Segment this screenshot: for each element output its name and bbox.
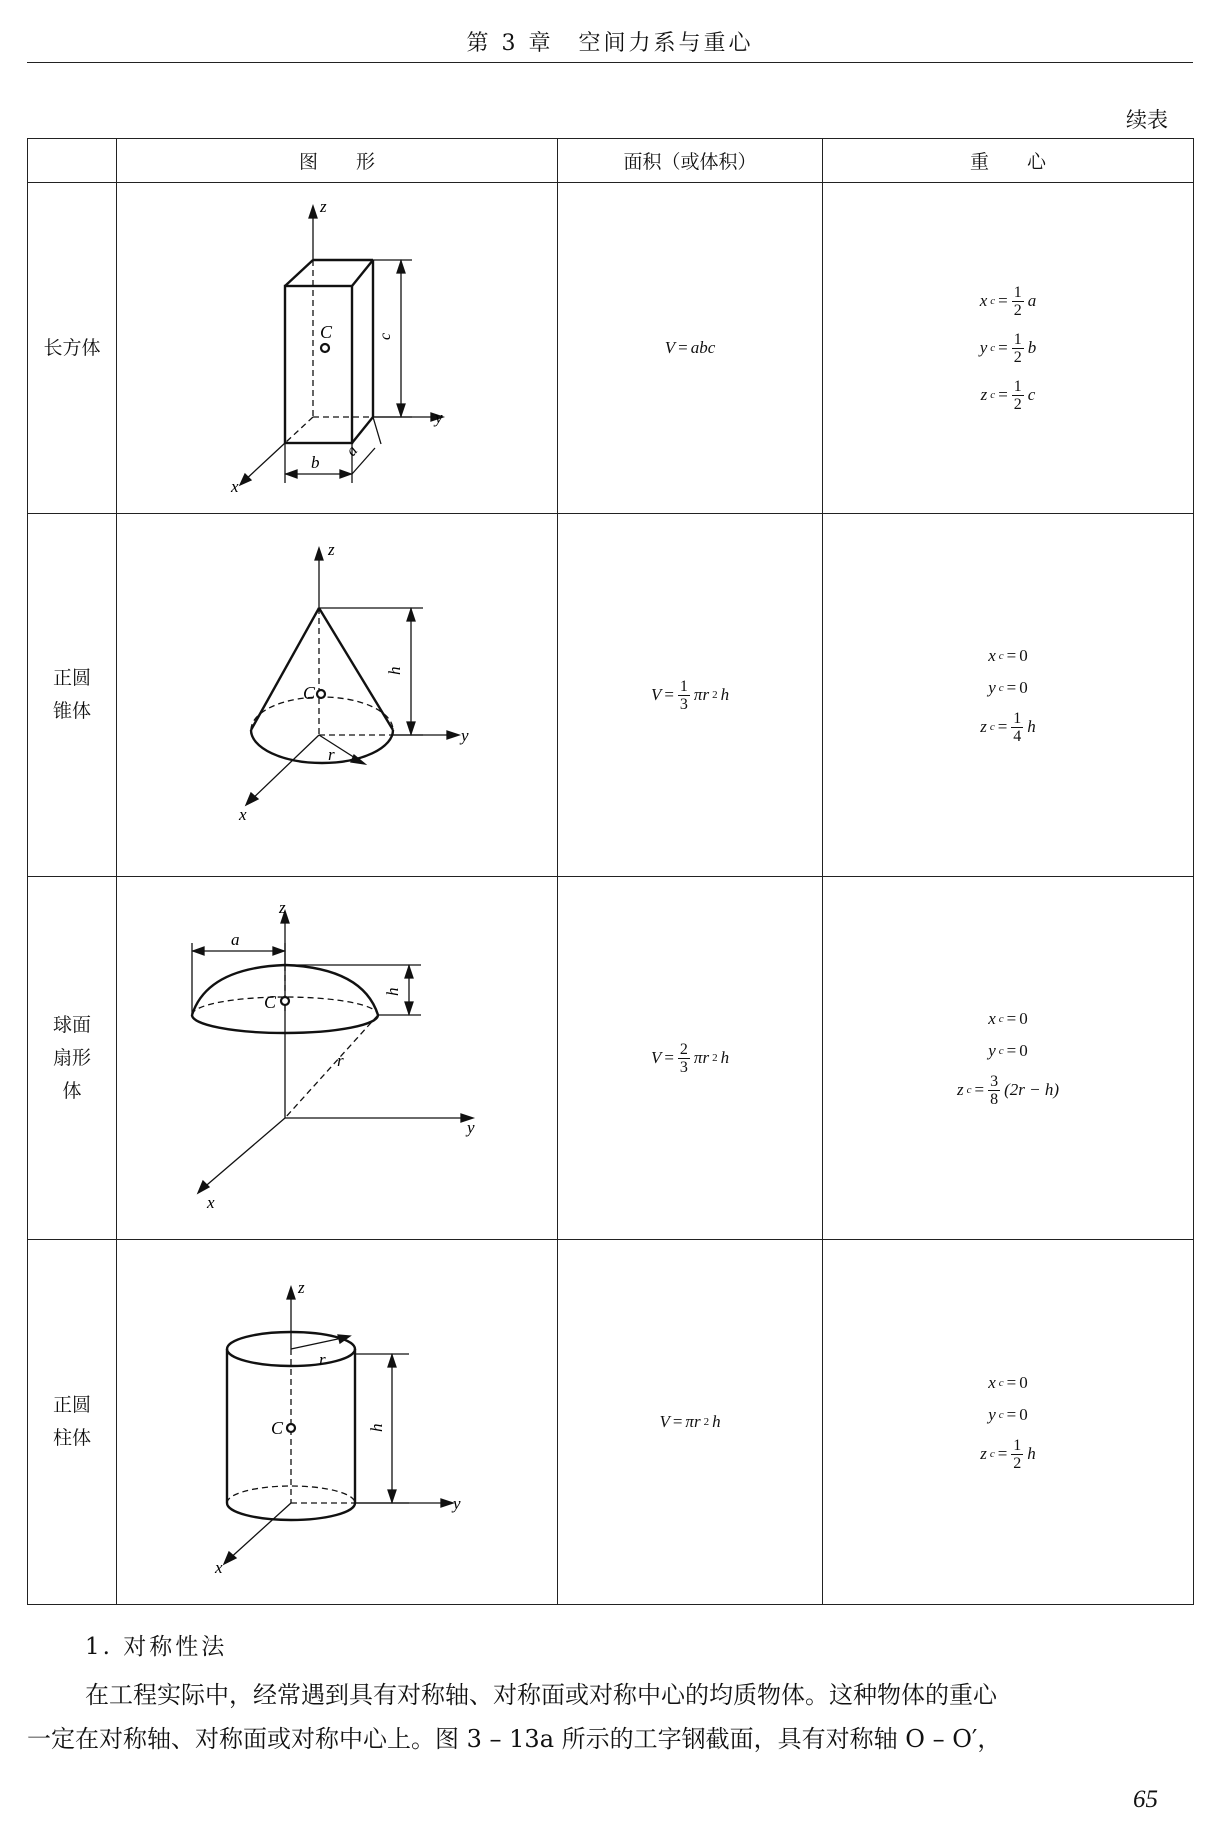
header-centroid: 重 心: [823, 139, 1194, 183]
centroid-cell: x c = 0 y c = 0 z c = $\frac{1}{4}$ h: [823, 514, 1194, 877]
frac-den: 2: [1013, 348, 1022, 366]
volume-lhs: V: [664, 338, 676, 357]
centroid-sub: c: [989, 1448, 995, 1460]
label-h: h: [383, 987, 402, 996]
volume-sup: 2: [712, 1052, 718, 1064]
label-h: h: [385, 666, 404, 675]
centroid-cell: x c = 0 y c = 0 z c = $\frac{3}{8}$ (2r − h): [823, 877, 1194, 1240]
centroid-value: 0: [1019, 1372, 1028, 1392]
label-a: a: [343, 442, 362, 460]
centroid-var: y: [979, 338, 988, 357]
centroid-var: z: [956, 1080, 964, 1099]
volume-cell: V = abc: [558, 183, 823, 514]
label-c-point: C: [320, 322, 333, 342]
frac-den: 2: [1013, 1454, 1022, 1472]
label-z: z: [328, 540, 335, 559]
label-r: r: [328, 745, 335, 764]
centroid-var: x: [988, 645, 996, 665]
centroid-tail: a: [1027, 291, 1037, 310]
frac-num: 1: [679, 677, 688, 695]
section-heading: 1. 对称性法: [85, 1634, 228, 1660]
frac-den: 3: [679, 1058, 688, 1076]
table-row: [28, 877, 1194, 1240]
label-y: y: [467, 1118, 475, 1137]
shape-name-line: 柱体: [52, 1427, 91, 1449]
centroid-var: y: [988, 1040, 996, 1060]
paragraph-line: 在工程实际中，经常遇到具有对称轴、对称面或对称中心的均质物体。这种物体的重心: [85, 1681, 997, 1709]
frac-num: 1: [1013, 1436, 1022, 1454]
shape-name: [28, 1240, 117, 1605]
centroid-var: z: [980, 1444, 987, 1463]
box-figure: [207, 198, 467, 498]
centroid-var: y: [988, 677, 996, 697]
centroid-sub: c: [998, 649, 1004, 662]
centroid-value: 0: [1019, 1040, 1028, 1060]
centroid-sub: c: [998, 1376, 1004, 1389]
frac-num: 1: [1013, 283, 1022, 301]
page-number: 65: [1133, 1786, 1158, 1813]
centroid-cell: x c = 0 y c = 0 z c = $\frac{1}{2}$ h: [823, 1240, 1194, 1605]
table-row: [28, 1240, 1194, 1605]
centroid-value: 0: [1019, 677, 1028, 697]
centroid-value: 0: [1019, 645, 1028, 665]
volume-rhs: abc: [690, 338, 716, 357]
frac-num: 2: [679, 1040, 688, 1058]
frac-den: 2: [1013, 395, 1022, 413]
volume-lhs: V: [659, 1412, 670, 1431]
figure-cell: [117, 877, 558, 1240]
frac-num: 1: [1013, 330, 1022, 348]
centroid-tail: b: [1027, 338, 1037, 357]
frac-num: 3: [990, 1072, 999, 1090]
page-header: 第 3 章 空间力系与重心: [466, 31, 754, 56]
volume-tail: πr: [693, 1048, 710, 1067]
label-a: a: [231, 930, 240, 949]
label-x: x: [215, 1558, 223, 1577]
label-x: x: [207, 1193, 215, 1212]
label-c-point: C: [271, 1418, 284, 1438]
sphere-sector-figure: [167, 893, 507, 1223]
label-b: b: [311, 453, 320, 472]
volume-rhs: πr: [685, 1412, 701, 1431]
centroid-sub: c: [998, 1012, 1004, 1025]
label-y: y: [461, 726, 469, 745]
header-cell-empty: [28, 139, 117, 183]
frac-den: 3: [679, 695, 688, 713]
shape-name-line: 正圆: [52, 667, 91, 689]
volume-tail2: h: [720, 685, 730, 704]
volume-cell: V = πr 2 h: [558, 1240, 823, 1605]
centroid-var: x: [988, 1372, 996, 1392]
figure-cell: [117, 1240, 558, 1605]
centroid-value: 0: [1019, 1404, 1028, 1424]
centroid-sub: c: [989, 721, 995, 733]
centroid-cell: x c = $\frac{1}{2}$ a y c = $\frac{1}{2}$ b z c = $\frac{1}{2}$ c: [823, 183, 1194, 514]
label-h: h: [367, 1423, 386, 1432]
centroid-tail: h: [1027, 1444, 1036, 1463]
centroid-sub: c: [998, 1044, 1004, 1057]
cylinder-figure: [197, 1257, 477, 1587]
volume-lhs: V: [650, 1048, 662, 1067]
frac-num: 1: [1013, 377, 1022, 395]
centroid-var: x: [979, 291, 988, 310]
label-c-point: C: [303, 683, 316, 703]
volume-tail: πr: [693, 685, 710, 704]
centroid-sub: c: [990, 389, 996, 401]
shape-name-line: 体: [62, 1079, 82, 1102]
shape-name-line: 球面: [52, 1013, 91, 1036]
label-y: y: [453, 1494, 461, 1513]
centroid-tail: (2r − h): [1004, 1080, 1060, 1099]
label-x: x: [239, 805, 247, 824]
header-volume: 面积（或体积）: [558, 139, 823, 183]
label-z: z: [279, 898, 286, 917]
paragraph-line: 一定在对称轴、对称面或对称中心上。图 3 – 13a 所示的工字钢截面，具有对称轴 O – O′，: [27, 1725, 1002, 1753]
label-r: r: [337, 1051, 344, 1070]
centroid-var: z: [980, 717, 987, 736]
shape-name-line: 锥体: [52, 700, 91, 722]
table-row: [28, 183, 1194, 514]
header-rule: [27, 62, 1193, 63]
centroid-tail: c: [1027, 385, 1036, 404]
frac-den: 2: [1013, 301, 1022, 319]
header-figure: 图 形: [117, 139, 558, 183]
volume-cell: V = $\frac{1}{3}$ πr 2 h: [558, 514, 823, 877]
figure-cell: [117, 183, 558, 514]
label-z: z: [320, 198, 327, 216]
shape-name: 长方体: [28, 183, 117, 514]
centroid-sub: c: [990, 295, 996, 307]
label-y: y: [435, 408, 443, 427]
volume-tail2: h: [712, 1412, 721, 1431]
volume-sup: 2: [712, 689, 718, 701]
shape-name: [28, 877, 117, 1240]
centroid-value: 0: [1019, 1008, 1028, 1028]
volume-sup: 2: [703, 1416, 710, 1428]
label-c: c: [377, 332, 394, 340]
frac-num: 1: [1013, 709, 1022, 727]
centroid-tail: h: [1027, 717, 1036, 736]
frac-den: 4: [1013, 727, 1022, 745]
label-x: x: [231, 477, 239, 496]
centroid-sub: c: [990, 342, 996, 354]
centroid-sub: c: [966, 1084, 972, 1096]
shape-name-line: 扇形: [52, 1046, 91, 1069]
label-z: z: [298, 1278, 305, 1297]
table-row: [28, 514, 1194, 877]
centroid-sub: c: [998, 1408, 1004, 1421]
centroid-var: x: [988, 1008, 996, 1028]
centroid-sub: c: [998, 681, 1004, 694]
cone-figure: [197, 530, 477, 860]
label-r: r: [319, 1350, 326, 1369]
volume-tail2: h: [720, 1048, 730, 1067]
figure-cell: [117, 514, 558, 877]
label-c-point: C: [264, 992, 277, 1012]
frac-den: 8: [990, 1090, 999, 1108]
volume-cell: V = $\frac{2}{3}$ πr 2 h: [558, 877, 823, 1240]
shape-name: [28, 514, 117, 877]
continued-label: 续表: [1126, 108, 1168, 132]
centroid-table: [27, 138, 1194, 1605]
shape-name-line: 正圆: [52, 1394, 91, 1416]
volume-lhs: V: [650, 685, 662, 704]
centroid-var: y: [988, 1404, 996, 1424]
centroid-var: z: [980, 385, 988, 404]
